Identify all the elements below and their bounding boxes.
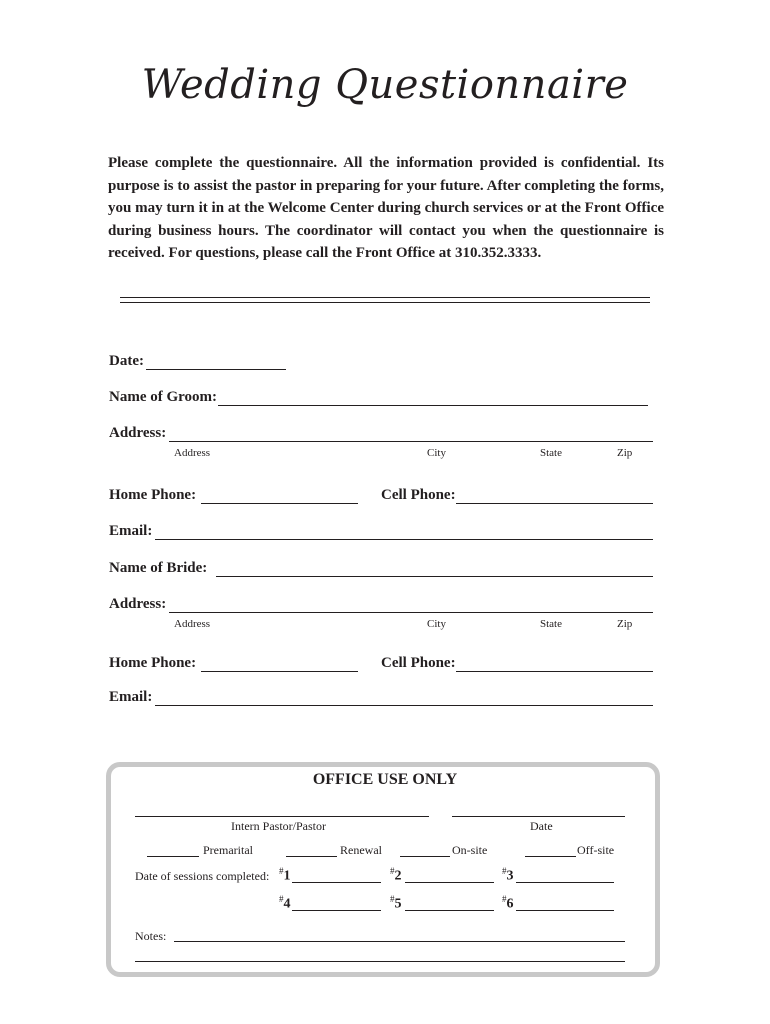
bride-cell-phone-label: Cell Phone: [381,655,456,671]
groom-email-field[interactable] [155,539,653,540]
groom-address-field[interactable] [169,441,653,442]
groom-home-phone-label: Home Phone: [109,487,197,503]
offsite-field[interactable] [525,856,576,857]
bride-home-phone-field[interactable] [201,671,358,672]
session-5-label: #5 [390,894,402,912]
premarital-field[interactable] [147,856,199,857]
intern-pastor-field[interactable] [135,816,429,817]
page-title: Wedding Questionnaire [141,62,629,108]
session-5-field[interactable] [405,910,494,911]
onsite-field[interactable] [400,856,450,857]
session-4-field[interactable] [292,910,381,911]
double-divider [120,297,650,303]
bride-home-phone-label: Home Phone: [109,655,197,671]
bride-email-field[interactable] [155,705,653,706]
groom-address-sub-zip: Zip [617,447,633,459]
groom-email-label: Email: [109,523,153,539]
groom-cell-phone-label: Cell Phone: [381,487,456,503]
renewal-label: Renewal [340,843,382,857]
session-2-field[interactable] [405,882,494,883]
bride-address-field[interactable] [169,612,653,613]
office-use-title: OFFICE USE ONLY [312,771,458,788]
groom-address-sub-address: Address [174,447,211,459]
date-field[interactable] [146,369,286,370]
session-6-field[interactable] [516,910,614,911]
bride-address-sub-city: City [427,618,446,630]
bride-address-sub-address: Address [174,618,211,630]
bride-address-sub-state: State [540,618,562,630]
premarital-label: Premarital [203,843,253,857]
session-1-label: #1 [279,866,291,884]
renewal-field[interactable] [286,856,337,857]
notes-label: Notes: [135,929,167,943]
bride-name-label: Name of Bride: [109,560,208,576]
bride-cell-phone-field[interactable] [456,671,653,672]
session-3-label: #3 [502,866,514,884]
sessions-completed-label: Date of sessions completed: [135,869,270,883]
bride-address-sub-zip: Zip [617,618,633,630]
groom-address-label: Address: [109,425,167,441]
intro-paragraph: Please complete the questionnaire. All the information provided is confidential. Its purpose is to assist the pastor in preparing for your future. After completing the forms, you may turn it in at the Welcome Center during church services or at the Front Office during business hours. The coordinator will contact you when the questionnaire is received. For questions, please call the Front Office at 310.352.3333. [108,155,664,261]
onsite-label: On-site [452,843,488,857]
session-2-label: #2 [390,866,402,884]
session-6-label: #6 [502,894,514,912]
session-1-field[interactable] [292,882,381,883]
groom-home-phone-field[interactable] [201,503,358,504]
date-label: Date: [109,353,144,369]
offsite-label: Off-site [577,843,615,857]
session-4-label: #4 [279,894,291,912]
office-date-field[interactable] [452,816,625,817]
groom-cell-phone-field[interactable] [456,503,653,504]
office-date-label: Date [530,819,553,833]
bride-name-field[interactable] [216,576,653,577]
notes-field-line-1[interactable] [174,941,625,942]
notes-field-line-2[interactable] [135,961,625,962]
bride-address-label: Address: [109,596,167,612]
groom-address-sub-state: State [540,447,562,459]
bride-email-label: Email: [109,689,153,705]
session-3-field[interactable] [516,882,614,883]
groom-name-label: Name of Groom: [109,389,218,405]
intern-pastor-label: Intern Pastor/Pastor [231,819,326,833]
groom-address-sub-city: City [427,447,446,459]
groom-name-field[interactable] [218,405,648,406]
